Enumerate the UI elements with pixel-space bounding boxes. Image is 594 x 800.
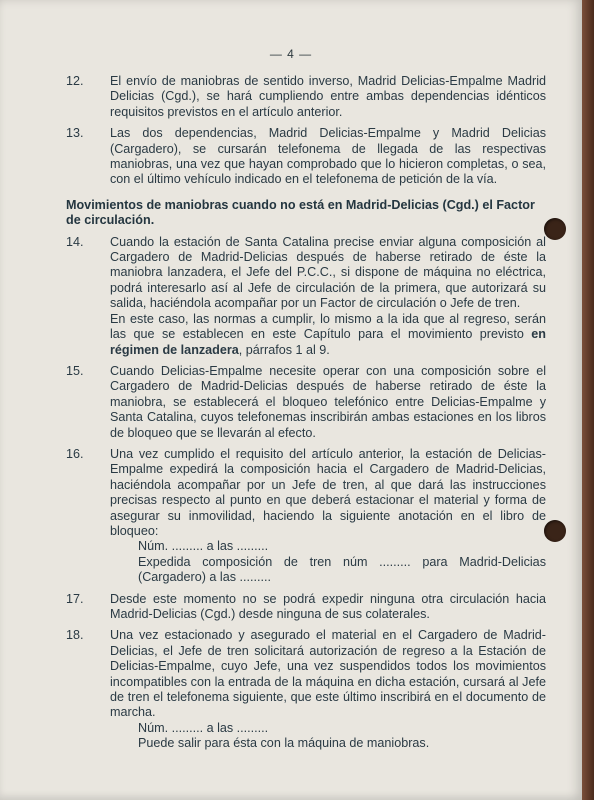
paragraph-number: 12. — [66, 74, 84, 88]
form-line: Núm. ......... a las ......... — [138, 539, 269, 554]
form-line: Expedida composición de tren núm ......... para Madrid-Delicias (Cargadero) a las ......... — [138, 554, 546, 585]
form-line: Puede salir para ésta con la máquina de maniobras. — [138, 736, 430, 751]
paragraph-15 — [66, 364, 546, 441]
continuation-text: En este caso, las normas a cumplir, lo mismo a la ida que al regreso, serán las que se establecen en este Capítulo para el movimiento previsto — [110, 311, 546, 342]
section-heading: Movimientos de maniobras cuando no está en Madrid-Delicias (Cgd.) el Factor de circulación. — [66, 197, 535, 228]
paragraph-continuation — [110, 312, 546, 358]
punch-hole — [544, 218, 566, 240]
paragraph-13 — [66, 126, 546, 188]
paragraph-text: Las dos dependencias, Madrid Delicias-Empalme y Madrid Delicias (Cargadero), se cursarán telefonema de llegada de las respectivas maniobras, una vez que hayan comprobado que lo hicieron completas, o sea, con el último vehículo indicado en el telefonema de petición de la vía. — [110, 126, 546, 187]
document-body — [66, 74, 546, 758]
paragraph-text: Cuando Delicias-Empalme necesite operar con una composición sobre el Cargadero de Madrid-Delicias después de haberse retirado de éste la maniobra, se establecerá el bloqueo telefónico entre Delicias-Empalme y Santa Catalina, cuyos telefonemas inscribirán ambas estaciones en los libros de bloqueo que se llevarán al efecto. — [110, 363, 546, 440]
page-number: — 4 — — [269, 47, 313, 61]
paragraph-12 — [66, 74, 546, 120]
paragraph-number: 13. — [66, 126, 84, 141]
paragraph-number: 16. — [66, 446, 84, 461]
paragraph-text: El envío de maniobras de sentido inverso, Madrid Delicias-Empalme Madrid Delicias (Cgd.), se hará cumpliendo entre ambas dependencias idénticos requisitos previstos en el artículo anterior. — [110, 74, 546, 119]
paragraph-text: Una vez estacionado y asegurado el material en el Cargadero de Madrid-Delicias, el Jefe de tren solicitará autorización de regreso a la Estación de Delicias-Empalme, cuyo Jefe, una vez suspendidos todos los movimientos incompatibles con la entrada de la máquina en dicha estación, cursará al Jefe de tren el telefonema siguiente, que este último inscribirá en el documento de marcha. — [110, 628, 546, 720]
paragraph-number: 14. — [66, 234, 84, 249]
page-edge-shadow — [582, 0, 594, 800]
paragraph-17 — [66, 592, 546, 623]
paragraph-number: 18. — [66, 628, 84, 643]
paragraph-16 — [66, 447, 546, 586]
paragraph-number: 17. — [66, 591, 84, 606]
paragraph-text: Cuando la estación de Santa Catalina precise enviar alguna composición al Cargadero de Madrid-Delicias después de haberse retirado de éste la maniobra lanzadera, el Jefe del P.C.C., si dispone de máquina no eléctrica, podrá interesarlo así al Jefe de circulación de la primera, que autorizará su salida, haciéndola acompañar por un Factor de circulación o Jefe de tren. — [110, 234, 546, 311]
paragraph-18 — [66, 628, 546, 751]
paragraph-text: Desde este momento no se podrá expedir ninguna otra circulación hacia Madrid-Delicias (Cgd.) desde ninguna de sus colaterales. — [110, 591, 546, 621]
continuation-text-end: , párrafos 1 al 9. — [238, 342, 330, 357]
paragraph-14 — [66, 235, 546, 358]
punch-hole — [544, 520, 566, 542]
form-line: Núm. ......... a las ......... — [138, 720, 269, 735]
paragraph-text: Una vez cumplido el requisito del artículo anterior, la estación de Delicias-Empalme expedirá la composición hacia el Cargadero de Madrid-Delicias, haciéndola acompañar por un Jefe de tren, al que dará las instrucciones precisas respecto al punto en que deberá estacionar el material y forma de asegurar su inmovilidad, haciendo la siguiente anotación en el libro de bloqueo: — [110, 446, 546, 538]
emphasis-text: en régimen de lanzadera — [110, 327, 546, 357]
paragraph-number: 15. — [66, 363, 84, 378]
